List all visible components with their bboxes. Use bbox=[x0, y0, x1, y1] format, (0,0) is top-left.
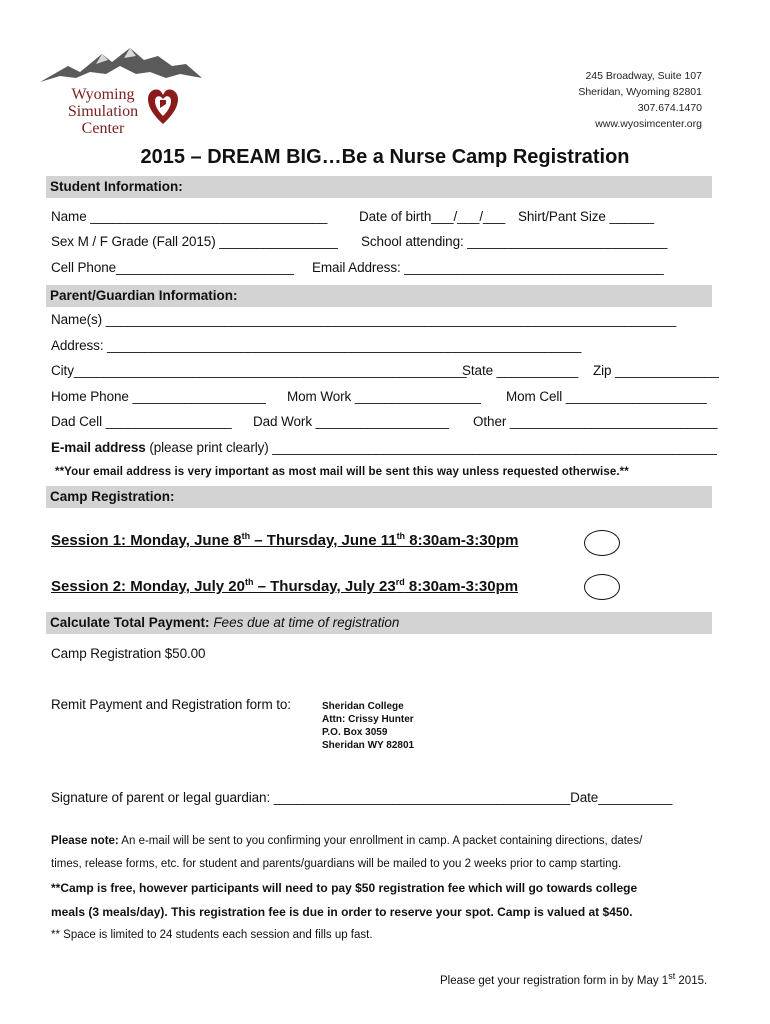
session-1-option[interactable] bbox=[51, 532, 518, 549]
parent-zip-field[interactable]: Zip ______________ bbox=[593, 363, 719, 378]
remit-address bbox=[322, 700, 414, 752]
camp-registration-heading: Camp Registration: bbox=[46, 486, 712, 508]
dad-work-field[interactable]: Dad Work __________________ bbox=[253, 414, 449, 429]
parent-city-field[interactable]: City_____________________________________________________ bbox=[51, 363, 467, 378]
session-2-sup-2: rd bbox=[395, 577, 405, 587]
dad-cell-field[interactable]: Dad Cell _________________ bbox=[51, 414, 232, 429]
parent-state-field[interactable]: State ___________ bbox=[462, 363, 579, 378]
address-phone: 307.674.1470 bbox=[637, 102, 702, 114]
logo-line-center: Center bbox=[81, 120, 125, 137]
please-note-label: Please note: bbox=[51, 835, 119, 847]
shirt-size-field[interactable]: Shirt/Pant Size ______ bbox=[518, 209, 654, 224]
school-field[interactable]: School attending: ___________________________ bbox=[361, 234, 668, 249]
camp-fee: Camp Registration $50.00 bbox=[51, 646, 206, 661]
session-2-sup-1: th bbox=[244, 577, 254, 587]
please-note-text: An e-mail will be sent to you confirming your enrollment in camp. A packet containing directions, dates/ bbox=[118, 835, 643, 847]
please-note-continued: times, release forms, etc. for student and parents/guardians will be mailed to you 2 weeks prior to camp starting. bbox=[51, 858, 622, 870]
session-1-date-start: Session 1: Monday, June 8 bbox=[51, 532, 242, 549]
camp-free-note-line-1: **Camp is free, however participants will need to pay $50 registration fee which will go towards college bbox=[51, 881, 638, 895]
parent-email-field[interactable] bbox=[51, 440, 717, 455]
session-1-checkbox[interactable] bbox=[584, 530, 620, 556]
address-city: Sheridan, Wyoming 82801 bbox=[578, 86, 702, 98]
payment-heading-label: Calculate Total Payment: bbox=[50, 615, 210, 630]
payment-heading bbox=[46, 612, 712, 634]
session-2-checkbox[interactable] bbox=[584, 574, 620, 600]
registration-deadline bbox=[440, 971, 708, 987]
wyoming-simulation-center-logo bbox=[40, 44, 205, 139]
session-1-time: 8:30am-3:30pm bbox=[405, 532, 519, 549]
address-website: www.wyosimcenter.org bbox=[595, 118, 702, 130]
remit-label: Remit Payment and Registration form to: bbox=[51, 697, 291, 712]
session-1-date-end: – Thursday, June 11 bbox=[250, 532, 397, 549]
parent-address-field[interactable]: Address: ________________________________________________________________ bbox=[51, 338, 582, 353]
heart-location-icon bbox=[146, 86, 180, 126]
deadline-year: 2015. bbox=[675, 975, 708, 987]
session-2-date-start: Session 2: Monday, July 20 bbox=[51, 578, 245, 595]
deadline-text: Please get your registration form in by May 1 bbox=[440, 975, 669, 987]
student-name-field[interactable]: Name ________________________________ bbox=[51, 209, 328, 224]
contact-address-block bbox=[578, 68, 702, 132]
parent-names-field[interactable]: Name(s) _____________________________________________________________________________ bbox=[51, 312, 677, 327]
session-1-sup-2: th bbox=[396, 531, 406, 541]
address-street: 245 Broadway, Suite 107 bbox=[585, 70, 702, 82]
cell-phone-field[interactable]: Cell Phone________________________ bbox=[51, 260, 294, 275]
space-limited-note: ** Space is limited to 24 students each session and fills up fast. bbox=[51, 929, 373, 941]
mom-work-field[interactable]: Mom Work _________________ bbox=[287, 389, 481, 404]
student-email-field[interactable]: Email Address: ___________________________________ bbox=[312, 260, 664, 275]
session-2-time: 8:30am-3:30pm bbox=[404, 578, 519, 595]
home-phone-field[interactable]: Home Phone __________________ bbox=[51, 389, 266, 404]
page-title: 2015 – DREAM BIG…Be a Nurse Camp Registration bbox=[140, 146, 630, 168]
logo-line-simulation: Simulation bbox=[67, 103, 139, 120]
please-note bbox=[51, 835, 642, 847]
parent-info-heading: Parent/Guardian Information: bbox=[46, 285, 712, 307]
session-1-sup-1: th bbox=[241, 531, 251, 541]
date-of-birth-field[interactable]: Date of birth___/___/___ bbox=[359, 209, 506, 224]
deadline-sup: st bbox=[668, 971, 676, 982]
signature-date-field[interactable]: Signature of parent or legal guardian: ________________________________________Date__________ bbox=[51, 790, 673, 805]
session-2-option[interactable] bbox=[51, 578, 518, 595]
email-label: E-mail address bbox=[51, 440, 146, 455]
mom-cell-field[interactable]: Mom Cell ___________________ bbox=[506, 389, 707, 404]
email-hint: (please print clearly) ____________________________________________________________ bbox=[149, 440, 717, 455]
remit-address-line: P.O. Box 3059 bbox=[322, 727, 388, 738]
sex-grade-field[interactable]: Sex M / F Grade (Fall 2015) ________________ bbox=[51, 234, 338, 249]
remit-address-line: Sheridan WY 82801 bbox=[322, 740, 415, 751]
remit-address-line: Attn: Crissy Hunter bbox=[322, 714, 414, 725]
camp-free-note-line-2: meals (3 meals/day). This registration fee is due in order to reserve your spot. Camp is valued at $450. bbox=[51, 905, 633, 919]
session-2-date-end: – Thursday, July 23 bbox=[253, 578, 396, 595]
other-phone-field[interactable]: Other ____________________________ bbox=[473, 414, 718, 429]
email-importance-note: **Your email address is very important as most mail will be sent this way unless requested otherwise.** bbox=[55, 466, 629, 478]
payment-heading-note: Fees due at time of registration bbox=[213, 615, 400, 630]
remit-address-line: Sheridan College bbox=[322, 701, 404, 712]
student-info-heading: Student Information: bbox=[46, 176, 712, 198]
logo-line-wyoming: Wyoming bbox=[71, 86, 135, 103]
